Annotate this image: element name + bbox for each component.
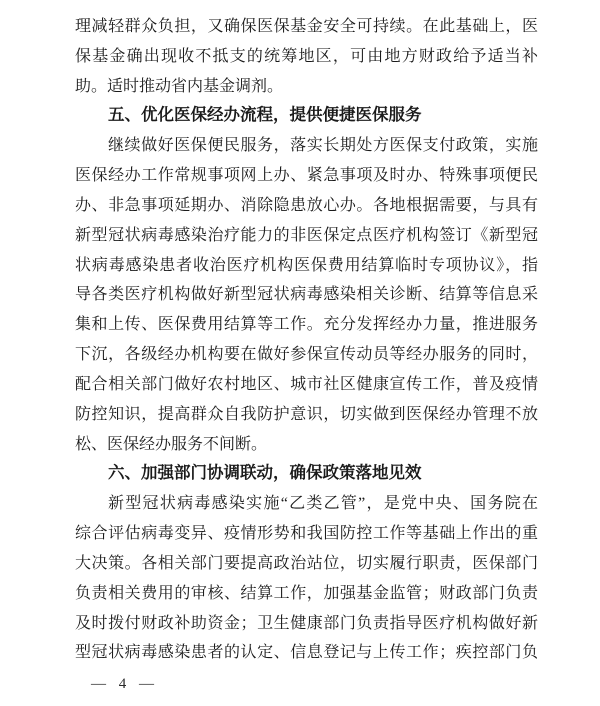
text-line: 综合评估病毒变异、疫情形势和我国防控工作等基础上作出的重 [75, 525, 538, 543]
text-line: 及时拨付财政补助资金；卫生健康部门负责指导医疗机构做好新 [75, 614, 538, 632]
text-line: 状病毒感染患者收治医疗机构医保费用结算临时专项协议》，指 [75, 256, 538, 274]
text-line: 型冠状病毒感染患者的认定、信息登记与上传工作；疾控部门负 [75, 644, 538, 662]
text-line: 防控知识，提高群众自我防护意识，切实做到医保经办管理不放 [75, 405, 538, 423]
text-line: 理减轻群众负担，又确保医保基金安全可持续。在此基础上，医 [75, 18, 538, 35]
text-line: 大决策。各相关部门要提高政治站位，切实履行职责，医保部门 [75, 554, 538, 572]
text-line: 松、医保经办服务不间断。 [75, 435, 268, 453]
text-line: 集和上传、医保费用结算等工作。充分发挥经办力量，推进服务 [75, 316, 538, 334]
text-line: 新型冠状病毒感染实施“乙类乙管”，是党中央、国务院在 [108, 495, 538, 513]
text-line: 负责相关费用的审核、结算工作，加强基金监管；财政部门负责 [75, 584, 538, 602]
text-line: 配合相关部门做好农村地区、城市社区健康宣传工作，普及疫情 [75, 375, 538, 393]
text-line: 保基金确出现收不抵支的统筹地区，可由地方财政给予适当补 [75, 47, 538, 65]
text-line: 助。适时推动省内基金调剂。 [75, 77, 284, 95]
text-line: 医保经办工作常规事项网上办、紧急事项及时办、特殊事项便民 [75, 167, 538, 185]
text-line: 新型冠状病毒感染治疗能力的非医保定点医疗机构签订《新型冠 [75, 226, 538, 244]
page-number: — 4 — [91, 676, 154, 692]
section-heading: 六、加强部门协调联动，确保政策落地见效 [108, 464, 422, 483]
text-line: 下沉，各级经办机构要在做好参保宣传动员等经办服务的同时， [75, 346, 538, 364]
text-line: 导各类医疗机构做好新型冠状病毒感染相关诊断、结算等信息采 [75, 286, 538, 304]
text-line: 继续做好医保便民服务，落实长期处方医保支付政策，实施 [108, 137, 538, 155]
document-text-block [75, 12, 538, 668]
text-line: 办、非急事项延期办、消除隐患放心办。各地根据需要，与具有 [75, 196, 538, 214]
section-heading: 五、优化医保经办流程，提供便捷医保服务 [108, 106, 422, 125]
